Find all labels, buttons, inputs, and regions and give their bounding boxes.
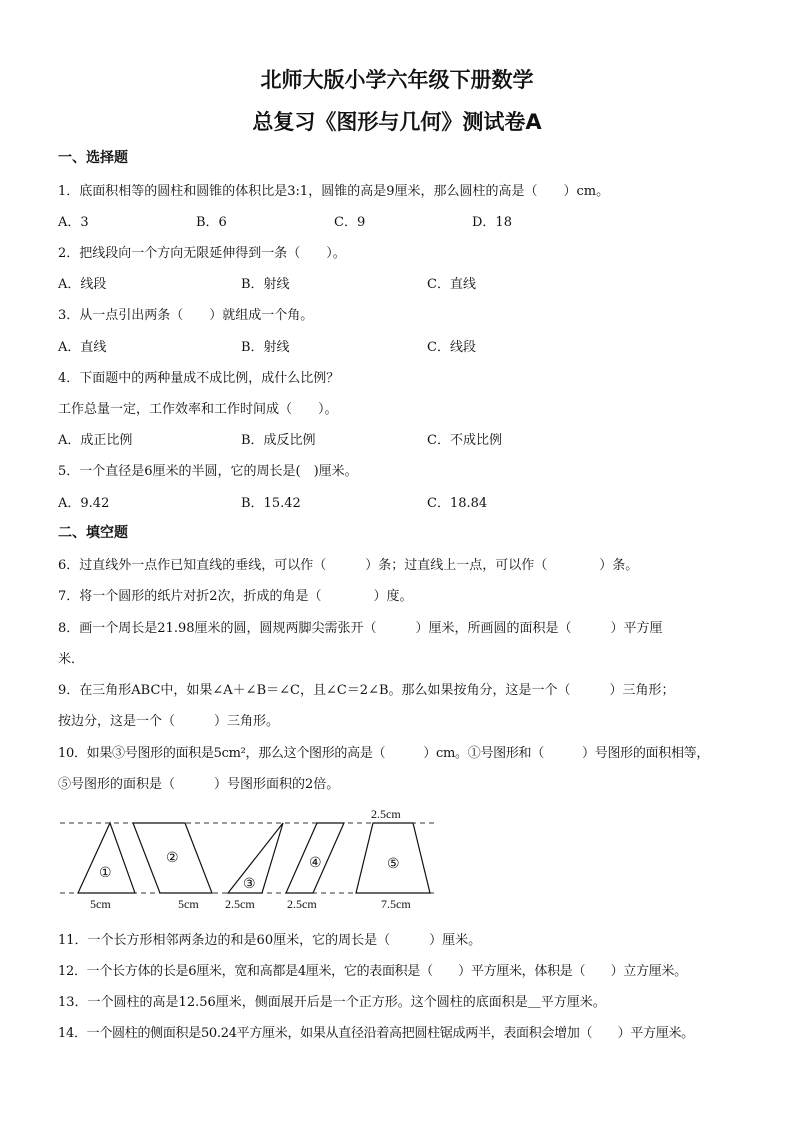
q1-option-b: B．6 xyxy=(196,215,227,230)
q3-option-a: A．直线 xyxy=(58,340,107,355)
q1-option-a: A．3 xyxy=(58,215,89,230)
question-6: 6．过直线外一点作已知直线的垂线，可以作（ ）条；过直线上一点，可以作（ ）条。 xyxy=(58,558,639,573)
q3-option-b: B．射线 xyxy=(241,340,290,355)
question-5: 5．一个直径是6厘米的半圆，它的周长是( )厘米。 xyxy=(58,464,358,479)
question-3: 3．从一点引出两条（ ）就组成一个角。 xyxy=(58,308,314,323)
q5-option-a: A．9.42 xyxy=(58,496,110,511)
shape-4-base-label: 2.5cm xyxy=(287,897,317,911)
q1-option-d: D．18 xyxy=(472,215,512,230)
question-7: 7．将一个圆形的纸片对折2次，折成的角是（ ）度。 xyxy=(58,589,413,604)
q2-option-c: C．直线 xyxy=(427,277,476,292)
page-subtitle: 总复习《图形与几何》测试卷A xyxy=(252,110,542,134)
shape-1-number: ① xyxy=(99,866,112,881)
q2-option-b: B．射线 xyxy=(241,277,290,292)
question-10-cont: ⑤号图形的面积是（ ）号图形面积的2倍。 xyxy=(58,777,340,792)
question-13: 13．一个圆柱的高是12.56厘米，侧面展开后是一个正方形。这个圆柱的底面积是＿平方厘米。 xyxy=(58,995,606,1010)
question-1: 1．底面积相等的圆柱和圆锥的体积比是3:1，圆锥的高是9厘米，那么圆柱的高是（ ）cm。 xyxy=(58,184,610,199)
question-8-cont: 米． xyxy=(58,652,85,667)
shape-2-number: ② xyxy=(166,851,179,866)
shape-5-base-label: 7.5cm xyxy=(381,897,411,911)
q5-option-b: B．15.42 xyxy=(241,496,301,511)
shape-1-base-label: 5cm xyxy=(90,897,111,911)
q3-option-c: C．线段 xyxy=(427,340,476,355)
page-title: 北师大版小学六年级下册数学 xyxy=(260,68,534,92)
question-9-cont: 按边分，这是一个（ ）三角形。 xyxy=(58,714,280,729)
section-heading-choice: 一、选择题 xyxy=(58,150,128,166)
question-11: 11．一个长方形相邻两条边的和是60厘米，它的周长是（ ）厘米。 xyxy=(58,933,482,948)
question-9: 9．在三角形ABC中，如果∠A＋∠B＝∠C，且∠C＝2∠B。那么如果按角分，这是一个（ ）三角形； xyxy=(58,683,675,698)
shape-3-base-label: 2.5cm xyxy=(225,897,255,911)
question-10: 10．如果③号图形的面积是5cm²，那么这个图形的高是（ ）cm。①号图形和（ ）号图形的面积相等， xyxy=(58,746,710,761)
shape-5-top-label: 2.5cm xyxy=(371,807,401,821)
shape-4-number: ④ xyxy=(309,856,322,871)
q4-option-c: C．不成比例 xyxy=(427,433,502,448)
q4-option-b: B．成反比例 xyxy=(241,433,316,448)
section-heading-fill: 二、填空题 xyxy=(58,525,128,541)
q5-option-c: C．18.84 xyxy=(427,496,488,511)
shape-2-base-label: 5cm xyxy=(178,897,199,911)
shape-5-number: ⑤ xyxy=(387,857,400,872)
question-12: 12．一个长方体的长是6厘米，宽和高都是4厘米，它的表面积是（ ）平方厘米，体积是（ ）立方厘米。 xyxy=(58,964,687,979)
q4-option-a: A．成正比例 xyxy=(58,433,133,448)
shape-3-number: ③ xyxy=(243,877,256,892)
q2-option-a: A．线段 xyxy=(58,277,107,292)
question-2: 2．把线段向一个方向无限延伸得到一条（ ）。 xyxy=(58,246,346,261)
question-14: 14．一个圆柱的侧面积是50.24平方厘米，如果从直径沿着高把圆柱锯成两半，表面积会增加（ ）平方厘米。 xyxy=(58,1026,694,1041)
q1-option-c: C．9 xyxy=(334,215,366,230)
question-4: 4．下面题中的两种量成不成比例，成什么比例？ xyxy=(58,371,340,386)
shape-1-triangle xyxy=(78,823,135,893)
question-4-stem: 工作总量一定，工作效率和工作时间成（ ）。 xyxy=(58,402,338,417)
question-8: 8．画一个周长是21.98厘米的圆，圆规两脚尖需张开（ ）厘米，所画圆的面积是（ ）平方厘 xyxy=(58,621,663,636)
